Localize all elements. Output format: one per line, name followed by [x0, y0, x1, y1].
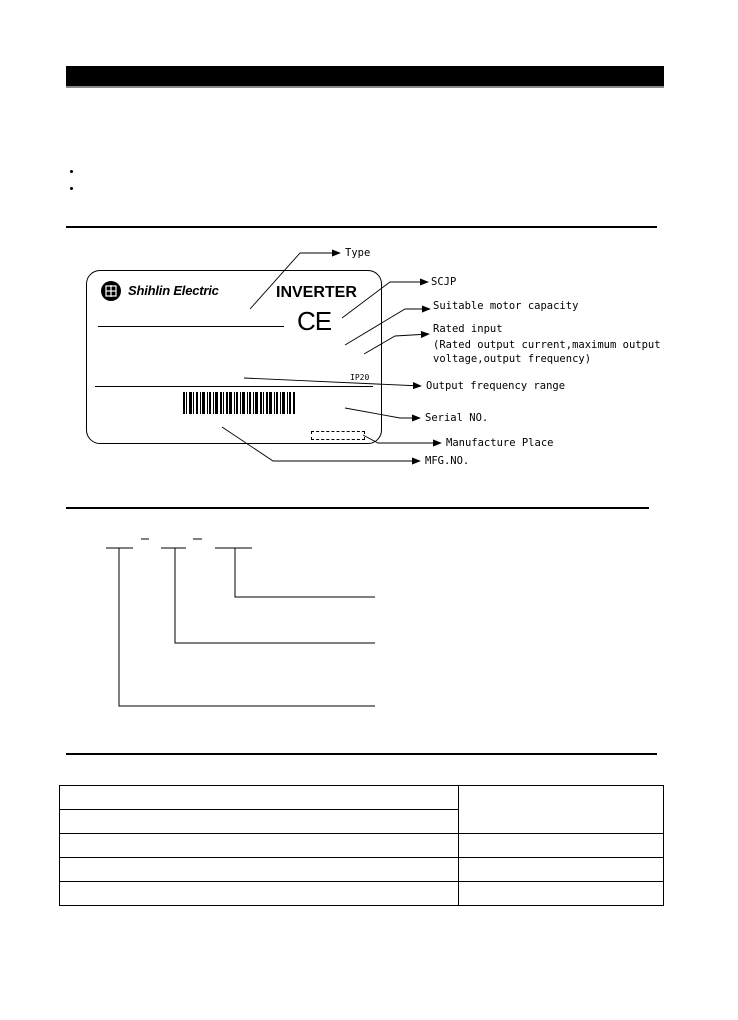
table-cell — [60, 786, 459, 810]
table-cell — [459, 834, 664, 858]
callout-output-freq-range: Output frequency range — [426, 380, 566, 392]
callout-serial-no: Serial NO. — [425, 412, 489, 424]
callout-scjp: SCJP — [431, 276, 457, 288]
ce-mark: CE — [297, 306, 332, 336]
table-row — [60, 858, 664, 882]
ip-rating: IP20 — [350, 373, 370, 382]
callout-rated-output-line2: voltage,output frequency) — [433, 353, 592, 365]
table-cell — [60, 858, 459, 882]
table-row — [60, 882, 664, 906]
table-cell — [459, 858, 664, 882]
table-cell — [60, 882, 459, 906]
table-row — [60, 786, 664, 810]
brand-name: Shihlin Electric — [128, 283, 219, 298]
callout-suitable-motor: Suitable motor capacity — [433, 300, 579, 312]
table-cell — [60, 810, 459, 834]
callout-mfg-no: MFG.NO. — [425, 455, 470, 467]
callout-rated-output-line1: (Rated output current,maximum output — [433, 339, 661, 351]
callout-rated-input: Rated input — [433, 323, 503, 335]
section-divider-spec-table — [66, 753, 657, 755]
table-cell-merged — [459, 786, 664, 834]
callout-manufacture-place: Manufacture Place — [446, 437, 554, 449]
product-title: INVERTER — [276, 284, 357, 301]
callout-type: Type — [345, 247, 371, 259]
spec-table — [59, 785, 664, 906]
table-row — [60, 834, 664, 858]
table-cell — [60, 834, 459, 858]
table-cell — [459, 882, 664, 906]
